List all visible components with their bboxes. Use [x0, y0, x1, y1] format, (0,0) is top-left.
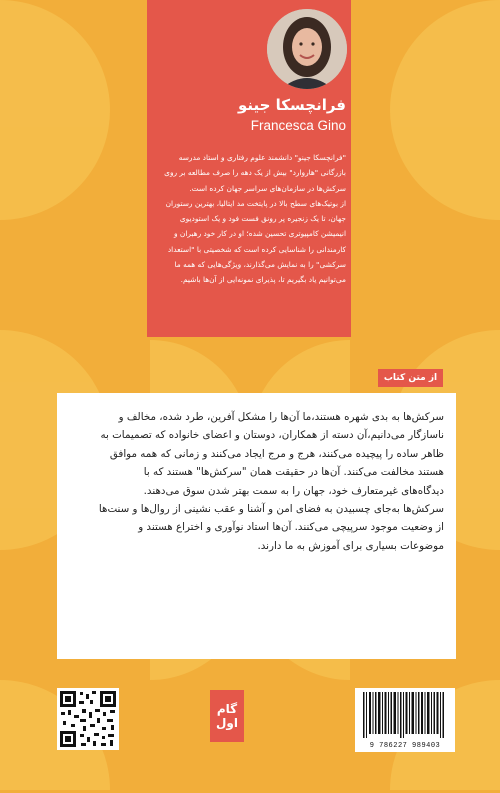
bio-line: انیمیشن کامپیوتری تحسین شده؛ او در کار خود رهبران و [173, 229, 346, 239]
bio-line: سرکش‌ها در سازمان‌های سراسر جهان کرده است. [189, 183, 346, 193]
bio-line: می‌توانیم یاد بگیریم تا، پذیرای نمونه‌ایی از آن‌ها باشیم. [180, 275, 346, 285]
bio-line: سرکشی" را به نمایش می‌گذارند، ویژگی‌هایی که همه ما [174, 260, 346, 270]
bio-line: "فرانچسکا جینو" دانشمند علوم رفتاری و استاد مدرسه [178, 153, 346, 162]
excerpt-line: سرکش‌ها به‌جای چسبیدن به فضای امن و آشنا و عقب نشینی از روال‌ها و سنت‌ها [98, 503, 444, 516]
excerpt-line: سرکش‌ها به بدی شهره هستند،ما آن‌ها را مشکل آفرین، طرد شده، مخالف و [118, 411, 444, 423]
qr-code-icon [57, 688, 119, 750]
author-portrait [267, 9, 347, 89]
bio-line: کارمندانی را شناسایی کرده است که شخصیتی با "استعداد [167, 244, 346, 254]
author-bio [152, 150, 346, 288]
bio-line: بازرگانی "هاروارد" بیش از یک دهه را صرف مطالعه بر روی [164, 168, 346, 178]
publisher-logo-bottom: اول [216, 716, 238, 730]
author-name-english: Francesca Gino [250, 118, 346, 133]
excerpt-line: ناسازگار می‌دانیم،آن دسته از همکاران، دوستان و اعضای خانواده که تصمیمات به [100, 429, 444, 442]
publisher-logo-top: گام [216, 702, 238, 716]
isbn-number: 9 786227 989403 [369, 742, 441, 750]
bio-line: جهان، تا یک زنجیره پر رونق فست فود و یک استودیوی [179, 214, 346, 224]
bio-line: از بوتیک‌های سطح بالا در پایتخت مد ایتالیا، بهترین رستوران [165, 198, 346, 208]
excerpt-line: موضوعات بسیاری برای آموزش به ما دارند. [257, 539, 444, 552]
excerpt-line: دیدگاه‌های غیرمتعارف خود، جهان را به سمت بهتر شدن سوق می‌دهند. [143, 484, 444, 497]
excerpt-label: از متن کتاب [378, 369, 443, 387]
excerpt-line: هستند مخالفت می‌کنند. آن‌ها در حقیقت همان "سرکش‌ها" هستند که با [143, 466, 444, 479]
publisher-logo [210, 690, 244, 742]
excerpt-line: ظاهر ساده را پیچیده می‌کنند، هرج و مرج ایجاد می‌کنند و زمانی که همه موافق [109, 447, 444, 460]
excerpt-line: از وضعیت موجود سرپیچی می‌کنند. آن‌ها استاد نوآوری و اختراع هستند و [138, 521, 444, 534]
barcode-icon [355, 688, 455, 740]
author-name-persian: فرانچسکا جینو [237, 96, 346, 114]
excerpt-text [66, 408, 444, 555]
